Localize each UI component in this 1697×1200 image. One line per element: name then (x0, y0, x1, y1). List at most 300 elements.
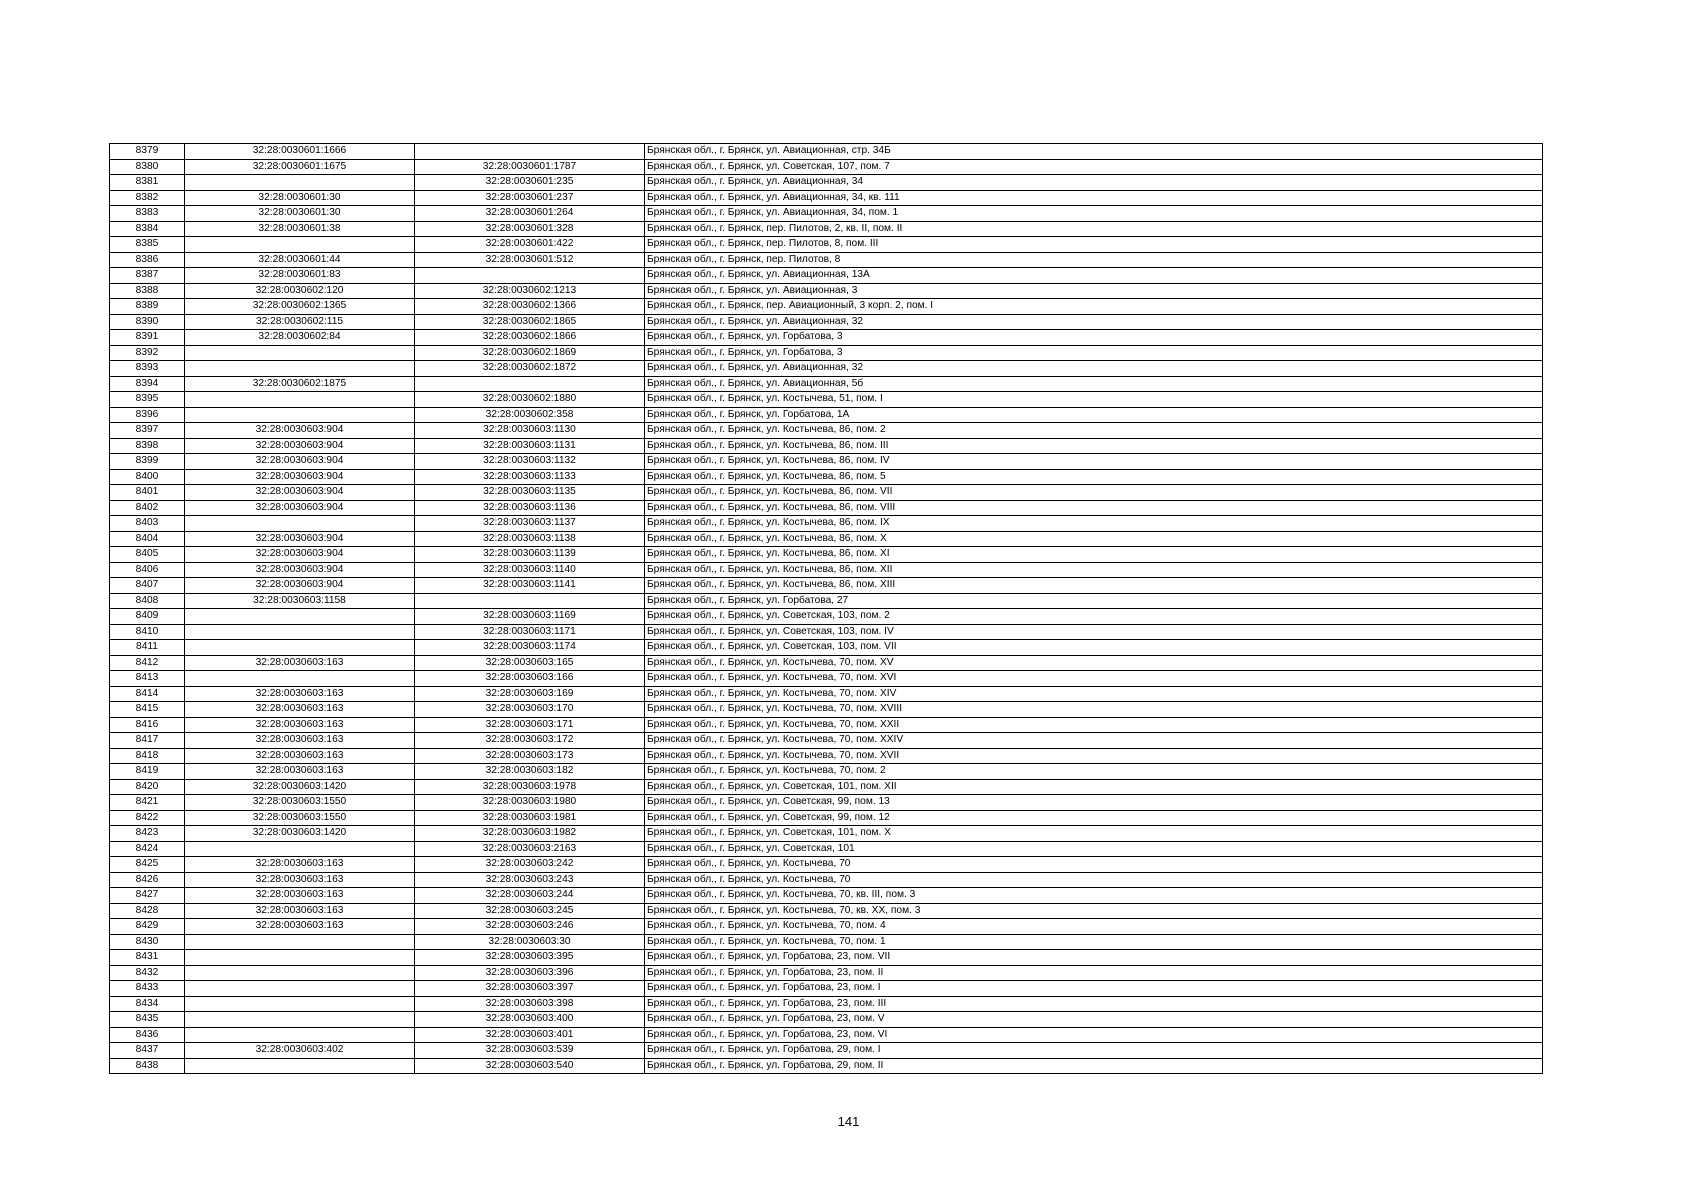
parent-cadastral-number-cell: 32:28:0030603:163 (185, 655, 415, 671)
parent-cadastral-number-cell: 32:28:0030603:1550 (185, 810, 415, 826)
row-number-cell: 8433 (110, 981, 185, 997)
address-cell: Брянская обл., г. Брянск, ул. Костычева, 70, пом. XVI (645, 671, 1543, 687)
parent-cadastral-number-cell: 32:28:0030603:904 (185, 562, 415, 578)
cadastral-number-cell (415, 268, 645, 284)
parent-cadastral-number-cell (185, 361, 415, 377)
cadastral-number-cell: 32:28:0030603:1131 (415, 438, 645, 454)
table-row (110, 934, 1543, 950)
parent-cadastral-number-cell (185, 965, 415, 981)
address-cell: Брянская обл., г. Брянск, ул. Костычева, 70, пом. XVII (645, 748, 1543, 764)
address-cell: Брянская обл., г. Брянск, ул. Авиационная, 13А (645, 268, 1543, 284)
row-number-cell: 8411 (110, 640, 185, 656)
table-row (110, 655, 1543, 671)
parent-cadastral-number-cell (185, 175, 415, 191)
parent-cadastral-number-cell: 32:28:0030601:83 (185, 268, 415, 284)
address-cell: Брянская обл., г. Брянск, ул. Костычева, 70, пом. XXII (645, 717, 1543, 733)
row-number-cell: 8389 (110, 299, 185, 315)
parent-cadastral-number-cell: 32:28:0030603:1550 (185, 795, 415, 811)
cadastral-number-cell: 32:28:0030603:1169 (415, 609, 645, 625)
row-number-cell: 8391 (110, 330, 185, 346)
parent-cadastral-number-cell: 32:28:0030603:904 (185, 500, 415, 516)
cadastral-number-cell: 32:28:0030602:358 (415, 407, 645, 423)
table-row (110, 965, 1543, 981)
table-row (110, 283, 1543, 299)
cadastral-number-cell: 32:28:0030603:242 (415, 857, 645, 873)
parent-cadastral-number-cell: 32:28:0030601:30 (185, 206, 415, 222)
parent-cadastral-number-cell: 32:28:0030603:163 (185, 764, 415, 780)
table-row (110, 671, 1543, 687)
parent-cadastral-number-cell (185, 516, 415, 532)
row-number-cell: 8384 (110, 221, 185, 237)
row-number-cell: 8437 (110, 1043, 185, 1059)
address-cell: Брянская обл., г. Брянск, ул. Авиационная, 34, пом. 1 (645, 206, 1543, 222)
row-number-cell: 8404 (110, 531, 185, 547)
cadastral-number-cell: 32:28:0030603:170 (415, 702, 645, 718)
cadastral-number-cell: 32:28:0030603:243 (415, 872, 645, 888)
address-cell: Брянская обл., г. Брянск, пер. Авиационный, 3 корп. 2, пом. I (645, 299, 1543, 315)
cadastral-number-cell: 32:28:0030603:182 (415, 764, 645, 780)
table-row (110, 469, 1543, 485)
parent-cadastral-number-cell: 32:28:0030602:1365 (185, 299, 415, 315)
address-cell: Брянская обл., г. Брянск, ул. Костычева, 70, кв. III, пом. 3 (645, 888, 1543, 904)
table-row (110, 500, 1543, 516)
parent-cadastral-number-cell: 32:28:0030603:904 (185, 547, 415, 563)
table-row (110, 237, 1543, 253)
row-number-cell: 8402 (110, 500, 185, 516)
row-number-cell: 8396 (110, 407, 185, 423)
parent-cadastral-number-cell (185, 671, 415, 687)
table-row (110, 485, 1543, 501)
address-cell: Брянская обл., г. Брянск, ул. Советская, 99, пом. 12 (645, 810, 1543, 826)
parent-cadastral-number-cell: 32:28:0030603:904 (185, 438, 415, 454)
address-cell: Брянская обл., г. Брянск, ул. Авиационная, стр. 34Б (645, 144, 1543, 160)
address-cell: Брянская обл., г. Брянск, ул. Костычева, 86, пом. XII (645, 562, 1543, 578)
row-number-cell: 8408 (110, 593, 185, 609)
address-cell: Брянская обл., г. Брянск, ул. Костычева, 51, пом. I (645, 392, 1543, 408)
address-cell: Брянская обл., г. Брянск, ул. Авиационная, 34 (645, 175, 1543, 191)
address-cell: Брянская обл., г. Брянск, ул. Костычева, 70, пом. 2 (645, 764, 1543, 780)
parent-cadastral-number-cell: 32:28:0030603:1420 (185, 826, 415, 842)
page-number: 141 (837, 1114, 860, 1129)
cadastral-number-cell: 32:28:0030603:244 (415, 888, 645, 904)
address-cell: Брянская обл., г. Брянск, ул. Авиационная, 32 (645, 314, 1543, 330)
row-number-cell: 8426 (110, 872, 185, 888)
table-row (110, 624, 1543, 640)
row-number-cell: 8424 (110, 841, 185, 857)
table-row (110, 686, 1543, 702)
parent-cadastral-number-cell: 32:28:0030601:38 (185, 221, 415, 237)
cadastral-number-cell: 32:28:0030603:1982 (415, 826, 645, 842)
row-number-cell: 8388 (110, 283, 185, 299)
row-number-cell: 8393 (110, 361, 185, 377)
table-row (110, 252, 1543, 268)
cadastral-number-cell: 32:28:0030602:1366 (415, 299, 645, 315)
table-row (110, 361, 1543, 377)
parent-cadastral-number-cell: 32:28:0030603:1158 (185, 593, 415, 609)
row-number-cell: 8416 (110, 717, 185, 733)
table-row (110, 175, 1543, 191)
parent-cadastral-number-cell (185, 1027, 415, 1043)
row-number-cell: 8379 (110, 144, 185, 160)
cadastral-number-cell: 32:28:0030603:1137 (415, 516, 645, 532)
table-row (110, 826, 1543, 842)
row-number-cell: 8399 (110, 454, 185, 470)
table-row (110, 376, 1543, 392)
cadastral-number-cell: 32:28:0030603:2163 (415, 841, 645, 857)
parent-cadastral-number-cell: 32:28:0030601:44 (185, 252, 415, 268)
cadastral-number-cell: 32:28:0030603:401 (415, 1027, 645, 1043)
address-cell: Брянская обл., г. Брянск, ул. Советская, 101, пом. X (645, 826, 1543, 842)
address-cell: Брянская обл., г. Брянск, ул. Костычева, 70 (645, 872, 1543, 888)
row-number-cell: 8413 (110, 671, 185, 687)
parent-cadastral-number-cell: 32:28:0030603:163 (185, 903, 415, 919)
row-number-cell: 8385 (110, 237, 185, 253)
cadastral-number-cell: 32:28:0030601:235 (415, 175, 645, 191)
row-number-cell: 8414 (110, 686, 185, 702)
table-row (110, 888, 1543, 904)
table-row (110, 810, 1543, 826)
table-row (110, 438, 1543, 454)
cadastral-number-cell (415, 593, 645, 609)
row-number-cell: 8383 (110, 206, 185, 222)
row-number-cell: 8427 (110, 888, 185, 904)
cadastral-number-cell: 32:28:0030603:171 (415, 717, 645, 733)
parent-cadastral-number-cell (185, 981, 415, 997)
address-cell: Брянская обл., г. Брянск, пер. Пилотов, 8, пом. III (645, 237, 1543, 253)
row-number-cell: 8387 (110, 268, 185, 284)
cadastral-number-cell: 32:28:0030603:1138 (415, 531, 645, 547)
row-number-cell: 8428 (110, 903, 185, 919)
row-number-cell: 8425 (110, 857, 185, 873)
cadastral-number-cell: 32:28:0030602:1869 (415, 345, 645, 361)
address-cell: Брянская обл., г. Брянск, ул. Горбатова, 23, пом. II (645, 965, 1543, 981)
row-number-cell: 8390 (110, 314, 185, 330)
cadastral-number-cell: 32:28:0030603:1130 (415, 423, 645, 439)
parent-cadastral-number-cell: 32:28:0030601:30 (185, 190, 415, 206)
address-cell: Брянская обл., г. Брянск, пер. Пилотов, 2, кв. II, пом. II (645, 221, 1543, 237)
address-cell: Брянская обл., г. Брянск, ул. Горбатова, 29, пом. I (645, 1043, 1543, 1059)
address-cell: Брянская обл., г. Брянск, ул. Костычева, 86, пом. XIII (645, 578, 1543, 594)
row-number-cell: 8431 (110, 950, 185, 966)
cadastral-number-cell: 32:28:0030602:1213 (415, 283, 645, 299)
cadastral-number-cell: 32:28:0030603:169 (415, 686, 645, 702)
parent-cadastral-number-cell (185, 609, 415, 625)
parent-cadastral-number-cell: 32:28:0030601:1666 (185, 144, 415, 160)
address-cell: Брянская обл., г. Брянск, ул. Горбатова, 29, пом. II (645, 1058, 1543, 1074)
address-cell: Брянская обл., г. Брянск, ул. Костычева, 86, пом. III (645, 438, 1543, 454)
cadastral-number-cell: 32:28:0030603:1139 (415, 547, 645, 563)
table-row (110, 578, 1543, 594)
row-number-cell: 8403 (110, 516, 185, 532)
row-number-cell: 8438 (110, 1058, 185, 1074)
cadastral-number-cell: 32:28:0030601:328 (415, 221, 645, 237)
row-number-cell: 8382 (110, 190, 185, 206)
table-row (110, 764, 1543, 780)
cadastral-number-cell: 32:28:0030603:1171 (415, 624, 645, 640)
table-row (110, 1058, 1543, 1074)
address-cell: Брянская обл., г. Брянск, ул. Костычева, 86, пом. VIII (645, 500, 1543, 516)
cadastral-number-cell: 32:28:0030603:400 (415, 1012, 645, 1028)
address-cell: Брянская обл., г. Брянск, ул. Советская, 103, пом. VII (645, 640, 1543, 656)
cadastral-number-cell: 32:28:0030603:1135 (415, 485, 645, 501)
cadastral-number-cell (415, 376, 645, 392)
row-number-cell: 8406 (110, 562, 185, 578)
cadastral-number-cell: 32:28:0030603:1133 (415, 469, 645, 485)
cadastral-number-cell: 32:28:0030601:512 (415, 252, 645, 268)
row-number-cell: 8436 (110, 1027, 185, 1043)
address-cell: Брянская обл., г. Брянск, ул. Горбатова, 23, пом. III (645, 996, 1543, 1012)
cadastral-number-cell: 32:28:0030603:245 (415, 903, 645, 919)
registry-table-body (110, 144, 1543, 1074)
parent-cadastral-number-cell (185, 237, 415, 253)
address-cell: Брянская обл., г. Брянск, ул. Костычева, 70, пом. XVIII (645, 702, 1543, 718)
parent-cadastral-number-cell: 32:28:0030603:163 (185, 686, 415, 702)
row-number-cell: 8422 (110, 810, 185, 826)
table-row (110, 562, 1543, 578)
parent-cadastral-number-cell: 32:28:0030602:115 (185, 314, 415, 330)
cadastral-number-cell: 32:28:0030603:398 (415, 996, 645, 1012)
parent-cadastral-number-cell: 32:28:0030603:163 (185, 919, 415, 935)
table-row (110, 733, 1543, 749)
cadastral-number-cell: 32:28:0030603:173 (415, 748, 645, 764)
table-row (110, 640, 1543, 656)
table-row (110, 1012, 1543, 1028)
parent-cadastral-number-cell: 32:28:0030603:904 (185, 423, 415, 439)
cadastral-number-cell: 32:28:0030603:246 (415, 919, 645, 935)
row-number-cell: 8398 (110, 438, 185, 454)
cadastral-number-cell: 32:28:0030603:1132 (415, 454, 645, 470)
parent-cadastral-number-cell (185, 640, 415, 656)
address-cell: Брянская обл., г. Брянск, ул. Горбатова, 23, пом. V (645, 1012, 1543, 1028)
row-number-cell: 8434 (110, 996, 185, 1012)
cadastral-number-cell: 32:28:0030602:1880 (415, 392, 645, 408)
row-number-cell: 8380 (110, 159, 185, 175)
row-number-cell: 8423 (110, 826, 185, 842)
table-row (110, 779, 1543, 795)
address-cell: Брянская обл., г. Брянск, ул. Костычева, 86, пом. VII (645, 485, 1543, 501)
row-number-cell: 8429 (110, 919, 185, 935)
parent-cadastral-number-cell: 32:28:0030603:163 (185, 748, 415, 764)
parent-cadastral-number-cell (185, 1012, 415, 1028)
parent-cadastral-number-cell: 32:28:0030603:904 (185, 531, 415, 547)
cadastral-number-cell: 32:28:0030603:1140 (415, 562, 645, 578)
row-number-cell: 8392 (110, 345, 185, 361)
address-cell: Брянская обл., г. Брянск, ул. Советская, 103, пом. IV (645, 624, 1543, 640)
table-row (110, 221, 1543, 237)
table-row (110, 299, 1543, 315)
row-number-cell: 8401 (110, 485, 185, 501)
table-row (110, 314, 1543, 330)
parent-cadastral-number-cell: 32:28:0030603:163 (185, 857, 415, 873)
row-number-cell: 8417 (110, 733, 185, 749)
cadastral-number-cell: 32:28:0030602:1865 (415, 314, 645, 330)
address-cell: Брянская обл., г. Брянск, ул. Костычева, 70, пом. 4 (645, 919, 1543, 935)
table-row (110, 996, 1543, 1012)
table-row (110, 841, 1543, 857)
parent-cadastral-number-cell (185, 345, 415, 361)
table-row (110, 516, 1543, 532)
row-number-cell: 8421 (110, 795, 185, 811)
parent-cadastral-number-cell: 32:28:0030603:904 (185, 454, 415, 470)
cadastral-number-cell: 32:28:0030603:1980 (415, 795, 645, 811)
cadastral-number-cell: 32:28:0030602:1872 (415, 361, 645, 377)
address-cell: Брянская обл., г. Брянск, ул. Костычева, 70, пом. XV (645, 655, 1543, 671)
address-cell: Брянская обл., г. Брянск, ул. Горбатова, 23, пом. VI (645, 1027, 1543, 1043)
table-row (110, 531, 1543, 547)
parent-cadastral-number-cell: 32:28:0030603:1420 (185, 779, 415, 795)
parent-cadastral-number-cell: 32:28:0030603:904 (185, 469, 415, 485)
row-number-cell: 8432 (110, 965, 185, 981)
parent-cadastral-number-cell: 32:28:0030601:1675 (185, 159, 415, 175)
table-row (110, 857, 1543, 873)
table-row (110, 423, 1543, 439)
parent-cadastral-number-cell: 32:28:0030603:163 (185, 717, 415, 733)
address-cell: Брянская обл., г. Брянск, ул. Горбатова, 3 (645, 345, 1543, 361)
parent-cadastral-number-cell: 32:28:0030603:163 (185, 872, 415, 888)
table-row (110, 748, 1543, 764)
parent-cadastral-number-cell (185, 950, 415, 966)
table-row (110, 330, 1543, 346)
row-number-cell: 8395 (110, 392, 185, 408)
cadastral-number-cell: 32:28:0030603:396 (415, 965, 645, 981)
address-cell: Брянская обл., г. Брянск, ул. Костычева, 86, пом. IX (645, 516, 1543, 532)
table-row (110, 903, 1543, 919)
row-number-cell: 8418 (110, 748, 185, 764)
row-number-cell: 8381 (110, 175, 185, 191)
cadastral-number-cell: 32:28:0030603:540 (415, 1058, 645, 1074)
parent-cadastral-number-cell: 32:28:0030603:904 (185, 485, 415, 501)
parent-cadastral-number-cell: 32:28:0030603:163 (185, 702, 415, 718)
table-row (110, 206, 1543, 222)
parent-cadastral-number-cell (185, 934, 415, 950)
cadastral-number-cell: 32:28:0030603:165 (415, 655, 645, 671)
parent-cadastral-number-cell: 32:28:0030603:402 (185, 1043, 415, 1059)
row-number-cell: 8386 (110, 252, 185, 268)
cadastral-number-cell: 32:28:0030603:30 (415, 934, 645, 950)
row-number-cell: 8435 (110, 1012, 185, 1028)
parent-cadastral-number-cell (185, 407, 415, 423)
cadastral-number-cell: 32:28:0030603:539 (415, 1043, 645, 1059)
table-row (110, 454, 1543, 470)
address-cell: Брянская обл., г. Брянск, ул. Горбатова, 1А (645, 407, 1543, 423)
cadastral-number-cell: 32:28:0030603:1174 (415, 640, 645, 656)
address-cell: Брянская обл., г. Брянск, ул. Костычева, 86, пом. 5 (645, 469, 1543, 485)
parent-cadastral-number-cell (185, 841, 415, 857)
table-row (110, 950, 1543, 966)
address-cell: Брянская обл., г. Брянск, ул. Авиационная, 32 (645, 361, 1543, 377)
table-row (110, 392, 1543, 408)
address-cell: Брянская обл., г. Брянск, ул. Костычева, 86, пом. 2 (645, 423, 1543, 439)
cadastral-number-cell: 32:28:0030603:1141 (415, 578, 645, 594)
cadastral-number-cell: 32:28:0030603:1136 (415, 500, 645, 516)
cadastral-number-cell: 32:28:0030601:264 (415, 206, 645, 222)
row-number-cell: 8397 (110, 423, 185, 439)
cadastral-number-cell (415, 144, 645, 160)
parent-cadastral-number-cell: 32:28:0030602:1875 (185, 376, 415, 392)
row-number-cell: 8419 (110, 764, 185, 780)
parent-cadastral-number-cell (185, 996, 415, 1012)
cadastral-number-cell: 32:28:0030603:172 (415, 733, 645, 749)
table-row (110, 345, 1543, 361)
row-number-cell: 8400 (110, 469, 185, 485)
cadastral-number-cell: 32:28:0030601:422 (415, 237, 645, 253)
cadastral-number-cell: 32:28:0030601:237 (415, 190, 645, 206)
cadastral-number-cell: 32:28:0030602:1866 (415, 330, 645, 346)
address-cell: Брянская обл., г. Брянск, ул. Горбатова, 23, пом. VII (645, 950, 1543, 966)
address-cell: Брянская обл., г. Брянск, ул. Авиационная, 5б (645, 376, 1543, 392)
address-cell: Брянская обл., г. Брянск, ул. Костычева, 86, пом. X (645, 531, 1543, 547)
row-number-cell: 8409 (110, 609, 185, 625)
row-number-cell: 8407 (110, 578, 185, 594)
table-row (110, 1027, 1543, 1043)
table-row (110, 717, 1543, 733)
cadastral-number-cell: 32:28:0030603:1981 (415, 810, 645, 826)
parent-cadastral-number-cell (185, 392, 415, 408)
parent-cadastral-number-cell: 32:28:0030603:163 (185, 733, 415, 749)
address-cell: Брянская обл., г. Брянск, пер. Пилотов, 8 (645, 252, 1543, 268)
table-row (110, 1043, 1543, 1059)
parent-cadastral-number-cell (185, 1058, 415, 1074)
table-row (110, 702, 1543, 718)
cadastral-number-cell: 32:28:0030603:397 (415, 981, 645, 997)
address-cell: Брянская обл., г. Брянск, ул. Костычева, 70, кв. XX, пом. 3 (645, 903, 1543, 919)
table-row (110, 872, 1543, 888)
address-cell: Брянская обл., г. Брянск, ул. Костычева, 70, пом. XXIV (645, 733, 1543, 749)
address-cell: Брянская обл., г. Брянск, ул. Костычева, 86, пом. IV (645, 454, 1543, 470)
row-number-cell: 8415 (110, 702, 185, 718)
table-row (110, 144, 1543, 160)
table-row (110, 981, 1543, 997)
row-number-cell: 8394 (110, 376, 185, 392)
address-cell: Брянская обл., г. Брянск, ул. Советская, 99, пом. 13 (645, 795, 1543, 811)
row-number-cell: 8412 (110, 655, 185, 671)
parent-cadastral-number-cell: 32:28:0030602:84 (185, 330, 415, 346)
parent-cadastral-number-cell: 32:28:0030602:120 (185, 283, 415, 299)
registry-table (109, 143, 1543, 1074)
row-number-cell: 8420 (110, 779, 185, 795)
table-row (110, 190, 1543, 206)
row-number-cell: 8430 (110, 934, 185, 950)
table-row (110, 795, 1543, 811)
table-row (110, 268, 1543, 284)
address-cell: Брянская обл., г. Брянск, ул. Костычева, 86, пом. XI (645, 547, 1543, 563)
address-cell: Брянская обл., г. Брянск, ул. Горбатова, 27 (645, 593, 1543, 609)
address-cell: Брянская обл., г. Брянск, ул. Советская, 101 (645, 841, 1543, 857)
cadastral-number-cell: 32:28:0030601:1787 (415, 159, 645, 175)
table-row (110, 919, 1543, 935)
address-cell: Брянская обл., г. Брянск, ул. Советская, 101, пом. XII (645, 779, 1543, 795)
address-cell: Брянская обл., г. Брянск, ул. Костычева, 70 (645, 857, 1543, 873)
address-cell: Брянская обл., г. Брянск, ул. Костычева, 70, пом. 1 (645, 934, 1543, 950)
parent-cadastral-number-cell: 32:28:0030603:904 (185, 578, 415, 594)
table-row (110, 609, 1543, 625)
cadastral-number-cell: 32:28:0030603:166 (415, 671, 645, 687)
address-cell: Брянская обл., г. Брянск, ул. Горбатова, 23, пом. I (645, 981, 1543, 997)
row-number-cell: 8405 (110, 547, 185, 563)
cadastral-number-cell: 32:28:0030603:395 (415, 950, 645, 966)
parent-cadastral-number-cell: 32:28:0030603:163 (185, 888, 415, 904)
table-row (110, 547, 1543, 563)
cadastral-number-cell: 32:28:0030603:1978 (415, 779, 645, 795)
address-cell: Брянская обл., г. Брянск, ул. Авиационная, 3 (645, 283, 1543, 299)
address-cell: Брянская обл., г. Брянск, ул. Советская, 107, пом. 7 (645, 159, 1543, 175)
parent-cadastral-number-cell (185, 624, 415, 640)
address-cell: Брянская обл., г. Брянск, ул. Горбатова, 3 (645, 330, 1543, 346)
table-row (110, 407, 1543, 423)
address-cell: Брянская обл., г. Брянск, ул. Костычева, 70, пом. XIV (645, 686, 1543, 702)
table-row (110, 159, 1543, 175)
table-row (110, 593, 1543, 609)
